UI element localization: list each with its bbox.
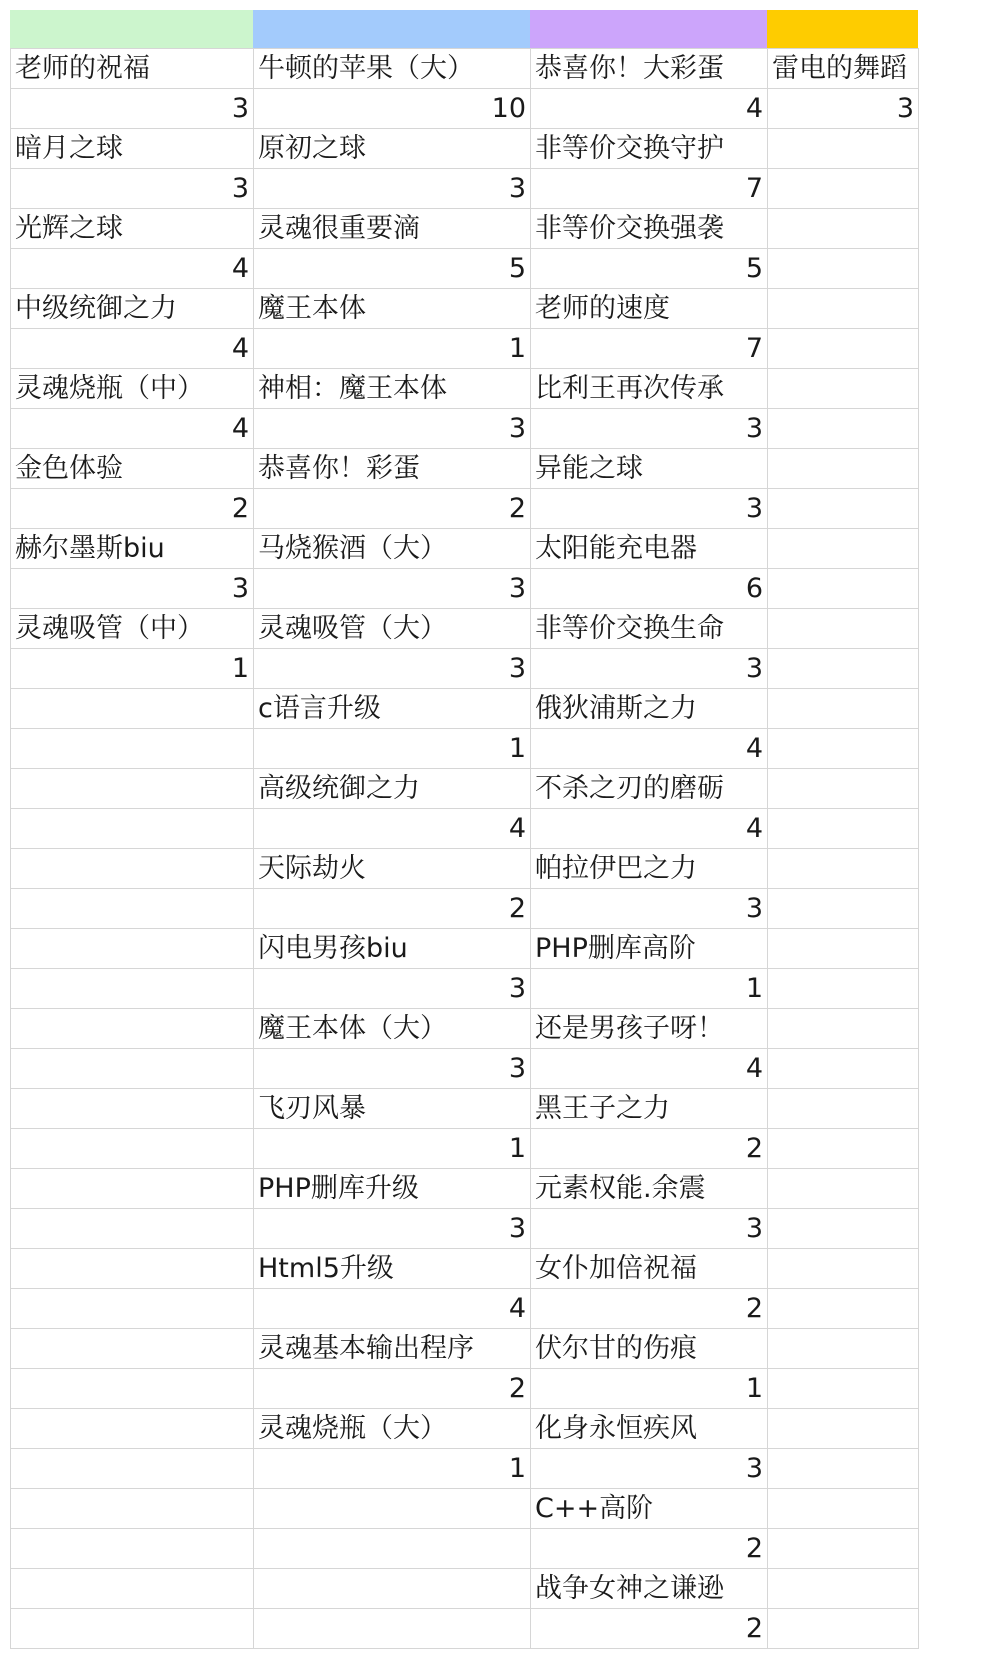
table-row [11, 1209, 919, 1249]
item-count-cell[interactable]: 1 [531, 969, 768, 1009]
item-count-cell[interactable]: 4 [531, 809, 768, 849]
table-row [11, 689, 919, 729]
empty-cell[interactable] [768, 449, 919, 489]
empty-cell[interactable] [11, 809, 254, 849]
empty-cell[interactable] [768, 849, 919, 889]
item-name-cell[interactable]: 老师的速度 [531, 289, 768, 329]
item-count-cell[interactable]: 1 [254, 729, 531, 769]
empty-cell[interactable] [11, 1089, 254, 1129]
empty-cell[interactable] [11, 969, 254, 1009]
item-name-cell[interactable]: 灵魂烧瓶（中） [11, 369, 254, 409]
table-row [11, 249, 919, 289]
item-count-cell[interactable]: 3 [531, 409, 768, 449]
item-count-cell[interactable]: 4 [11, 409, 254, 449]
table-row [11, 529, 919, 569]
item-name-cell[interactable]: c语言升级 [254, 689, 531, 729]
item-name-cell[interactable]: 灵魂烧瓶（大） [254, 1409, 531, 1449]
item-name-cell[interactable]: 黑王子之力 [531, 1089, 768, 1129]
table-row [11, 1609, 919, 1649]
item-count-cell[interactable]: 10 [254, 89, 531, 129]
item-count-cell[interactable]: 2 [254, 1369, 531, 1409]
table-row [11, 769, 919, 809]
item-name-cell[interactable]: Html5升级 [254, 1249, 531, 1289]
column-color-bar-4 [767, 10, 918, 48]
item-count-cell[interactable]: 3 [254, 969, 531, 1009]
item-name-cell[interactable]: 牛顿的苹果（大） [254, 49, 531, 89]
item-count-cell[interactable]: 4 [531, 729, 768, 769]
item-count-cell[interactable]: 6 [531, 569, 768, 609]
column-color-bar-2 [253, 10, 530, 48]
table-row [11, 1089, 919, 1129]
empty-cell[interactable] [768, 1129, 919, 1169]
item-grid [10, 48, 919, 1649]
item-name-cell[interactable]: 高级统御之力 [254, 769, 531, 809]
empty-cell[interactable] [11, 889, 254, 929]
item-count-cell[interactable]: 2 [254, 489, 531, 529]
table-row [11, 729, 919, 769]
table-row [11, 1249, 919, 1289]
item-count-cell[interactable]: 3 [531, 649, 768, 689]
empty-cell[interactable] [768, 249, 919, 289]
table-row [11, 1289, 919, 1329]
empty-cell[interactable] [768, 769, 919, 809]
empty-cell[interactable] [11, 1329, 254, 1369]
item-count-cell[interactable]: 3 [254, 1209, 531, 1249]
empty-cell[interactable] [768, 809, 919, 849]
item-count-cell[interactable]: 7 [531, 169, 768, 209]
table-row [11, 609, 919, 649]
item-count-cell[interactable]: 2 [531, 1529, 768, 1569]
empty-cell[interactable] [11, 1249, 254, 1289]
empty-cell[interactable] [768, 889, 919, 929]
item-count-cell[interactable]: 5 [531, 249, 768, 289]
table-row [11, 89, 919, 129]
empty-cell[interactable] [11, 1049, 254, 1089]
item-name-cell[interactable]: 不杀之刃的磨砺 [531, 769, 768, 809]
item-count-cell[interactable]: 3 [531, 1209, 768, 1249]
item-name-cell[interactable]: 灵魂很重要滴 [254, 209, 531, 249]
item-name-cell[interactable]: 雷电的舞蹈 [768, 49, 919, 89]
item-count-cell[interactable]: 3 [254, 1049, 531, 1089]
table-row [11, 409, 919, 449]
empty-cell[interactable] [11, 1449, 254, 1489]
empty-cell[interactable] [11, 1569, 254, 1609]
item-name-cell[interactable]: 光辉之球 [11, 209, 254, 249]
item-name-cell[interactable]: 飞刃风暴 [254, 1089, 531, 1129]
empty-cell[interactable] [768, 289, 919, 329]
item-count-cell[interactable]: 4 [11, 329, 254, 369]
spreadsheet [10, 10, 970, 1647]
item-name-cell[interactable]: 恭喜你！彩蛋 [254, 449, 531, 489]
item-count-cell[interactable]: 3 [11, 169, 254, 209]
empty-cell[interactable] [768, 1289, 919, 1329]
empty-cell[interactable] [768, 329, 919, 369]
item-name-cell[interactable]: 帕拉伊巴之力 [531, 849, 768, 889]
item-name-cell[interactable]: 灵魂基本输出程序 [254, 1329, 531, 1369]
table-row [11, 649, 919, 689]
table-row [11, 49, 919, 89]
table-row [11, 169, 919, 209]
column-color-bar-1 [10, 10, 253, 48]
empty-cell[interactable] [11, 929, 254, 969]
item-name-cell[interactable]: 原初之球 [254, 129, 531, 169]
table-row [11, 489, 919, 529]
item-count-cell[interactable]: 2 [531, 1609, 768, 1649]
table-row [11, 1569, 919, 1609]
empty-cell[interactable] [768, 529, 919, 569]
table-row [11, 569, 919, 609]
item-name-cell[interactable]: 非等价交换守护 [531, 129, 768, 169]
empty-cell[interactable] [768, 1209, 919, 1249]
empty-cell[interactable] [768, 409, 919, 449]
item-count-cell[interactable]: 1 [11, 649, 254, 689]
item-count-cell[interactable]: 3 [254, 569, 531, 609]
empty-cell[interactable] [254, 1569, 531, 1609]
empty-cell[interactable] [11, 689, 254, 729]
item-name-cell[interactable]: 魔王本体 [254, 289, 531, 329]
item-name-cell[interactable]: 马烧猴酒（大） [254, 529, 531, 569]
empty-cell[interactable] [768, 689, 919, 729]
table-row [11, 209, 919, 249]
item-count-cell[interactable]: 3 [768, 89, 919, 129]
empty-cell[interactable] [254, 1489, 531, 1529]
item-count-cell[interactable]: 3 [254, 649, 531, 689]
item-name-cell[interactable]: 伏尔甘的伤痕 [531, 1329, 768, 1369]
table-row [11, 1489, 919, 1529]
empty-cell[interactable] [768, 129, 919, 169]
item-name-cell[interactable]: 灵魂吸管（大） [254, 609, 531, 649]
empty-cell[interactable] [768, 1409, 919, 1449]
item-name-cell[interactable]: 化身永恒疾风 [531, 1409, 768, 1449]
item-count-cell[interactable]: 4 [254, 1289, 531, 1329]
empty-cell[interactable] [768, 1489, 919, 1529]
empty-cell[interactable] [11, 1609, 254, 1649]
empty-cell[interactable] [768, 1169, 919, 1209]
item-count-cell[interactable]: 4 [531, 89, 768, 129]
item-count-cell[interactable]: 3 [254, 169, 531, 209]
item-name-cell[interactable]: 天际劫火 [254, 849, 531, 889]
item-name-cell[interactable]: 金色体验 [11, 449, 254, 489]
empty-cell[interactable] [768, 209, 919, 249]
table-row [11, 889, 919, 929]
empty-cell[interactable] [11, 1369, 254, 1409]
item-name-cell[interactable]: 恭喜你！大彩蛋 [531, 49, 768, 89]
item-name-cell[interactable]: 神相：魔王本体 [254, 369, 531, 409]
empty-cell[interactable] [768, 489, 919, 529]
empty-cell[interactable] [768, 1009, 919, 1049]
empty-cell[interactable] [768, 1449, 919, 1489]
item-name-cell[interactable]: PHP删库升级 [254, 1169, 531, 1209]
empty-cell[interactable] [768, 1049, 919, 1089]
empty-cell[interactable] [11, 849, 254, 889]
empty-cell[interactable] [11, 769, 254, 809]
item-name-cell[interactable]: 老师的祝福 [11, 49, 254, 89]
item-name-cell[interactable]: 魔王本体（大） [254, 1009, 531, 1049]
empty-cell[interactable] [254, 1529, 531, 1569]
empty-cell[interactable] [11, 1129, 254, 1169]
table-row [11, 849, 919, 889]
empty-cell[interactable] [768, 1369, 919, 1409]
item-name-cell[interactable]: 太阳能充电器 [531, 529, 768, 569]
empty-cell[interactable] [768, 1609, 919, 1649]
empty-cell[interactable] [768, 649, 919, 689]
item-count-cell[interactable]: 3 [11, 89, 254, 129]
item-name-cell[interactable]: 非等价交换强袭 [531, 209, 768, 249]
table-row [11, 289, 919, 329]
empty-cell[interactable] [11, 1409, 254, 1449]
empty-cell[interactable] [768, 169, 919, 209]
empty-cell[interactable] [768, 369, 919, 409]
empty-cell[interactable] [768, 1529, 919, 1569]
item-count-cell[interactable]: 3 [254, 409, 531, 449]
item-count-cell[interactable]: 2 [11, 489, 254, 529]
empty-cell[interactable] [768, 969, 919, 1009]
item-count-cell[interactable]: 2 [254, 889, 531, 929]
table-row [11, 809, 919, 849]
item-name-cell[interactable]: 灵魂吸管（中） [11, 609, 254, 649]
item-name-cell[interactable]: 非等价交换生命 [531, 609, 768, 649]
empty-cell[interactable] [11, 1009, 254, 1049]
item-name-cell[interactable]: C++高阶 [531, 1489, 768, 1529]
item-count-cell[interactable]: 1 [254, 329, 531, 369]
item-name-cell[interactable]: 闪电男孩biu [254, 929, 531, 969]
item-count-cell[interactable]: 4 [254, 809, 531, 849]
empty-cell[interactable] [768, 729, 919, 769]
item-count-cell[interactable]: 5 [254, 249, 531, 289]
item-count-cell[interactable]: 2 [531, 1289, 768, 1329]
table-row [11, 969, 919, 1009]
empty-cell[interactable] [11, 1169, 254, 1209]
item-name-cell[interactable]: 战争女神之谦逊 [531, 1569, 768, 1609]
column-color-bar-3 [530, 10, 767, 48]
item-count-cell[interactable]: 7 [531, 329, 768, 369]
item-count-cell[interactable]: 1 [254, 1449, 531, 1489]
item-name-cell[interactable]: 赫尔墨斯biu [11, 529, 254, 569]
empty-cell[interactable] [254, 1609, 531, 1649]
table-row [11, 129, 919, 169]
item-count-cell[interactable]: 4 [531, 1049, 768, 1089]
item-count-cell[interactable]: 1 [531, 1369, 768, 1409]
item-name-cell[interactable]: 中级统御之力 [11, 289, 254, 329]
table-row [11, 1409, 919, 1449]
table-row [11, 1009, 919, 1049]
empty-cell[interactable] [11, 1209, 254, 1249]
item-count-cell[interactable]: 3 [531, 1449, 768, 1489]
empty-cell[interactable] [768, 569, 919, 609]
empty-cell[interactable] [768, 609, 919, 649]
empty-cell[interactable] [11, 1489, 254, 1529]
table-row [11, 329, 919, 369]
table-row [11, 369, 919, 409]
table-row [11, 1369, 919, 1409]
item-name-cell[interactable]: 女仆加倍祝福 [531, 1249, 768, 1289]
item-count-cell[interactable]: 3 [531, 889, 768, 929]
item-name-cell[interactable]: 异能之球 [531, 449, 768, 489]
item-count-cell[interactable]: 3 [11, 569, 254, 609]
table-row [11, 1329, 919, 1369]
table-row [11, 1529, 919, 1569]
table-row [11, 929, 919, 969]
item-name-cell[interactable]: 比利王再次传承 [531, 369, 768, 409]
table-row [11, 1169, 919, 1209]
table-row [11, 1049, 919, 1089]
empty-cell[interactable] [768, 1569, 919, 1609]
item-name-cell[interactable]: 俄狄浦斯之力 [531, 689, 768, 729]
item-name-cell[interactable]: 元素权能.余震 [531, 1169, 768, 1209]
empty-cell[interactable] [11, 729, 254, 769]
item-count-cell[interactable]: 2 [531, 1129, 768, 1169]
empty-cell[interactable] [768, 1249, 919, 1289]
item-name-cell[interactable]: 还是男孩子呀！ [531, 1009, 768, 1049]
item-count-cell[interactable]: 3 [531, 489, 768, 529]
item-name-cell[interactable]: 暗月之球 [11, 129, 254, 169]
empty-cell[interactable] [11, 1289, 254, 1329]
empty-cell[interactable] [768, 1329, 919, 1369]
empty-cell[interactable] [768, 929, 919, 969]
table-row [11, 1449, 919, 1489]
item-count-cell[interactable]: 4 [11, 249, 254, 289]
item-count-cell[interactable]: 1 [254, 1129, 531, 1169]
table-row [11, 1129, 919, 1169]
empty-cell[interactable] [768, 1089, 919, 1129]
table-row [11, 449, 919, 489]
empty-cell[interactable] [11, 1529, 254, 1569]
item-name-cell[interactable]: PHP删库高阶 [531, 929, 768, 969]
